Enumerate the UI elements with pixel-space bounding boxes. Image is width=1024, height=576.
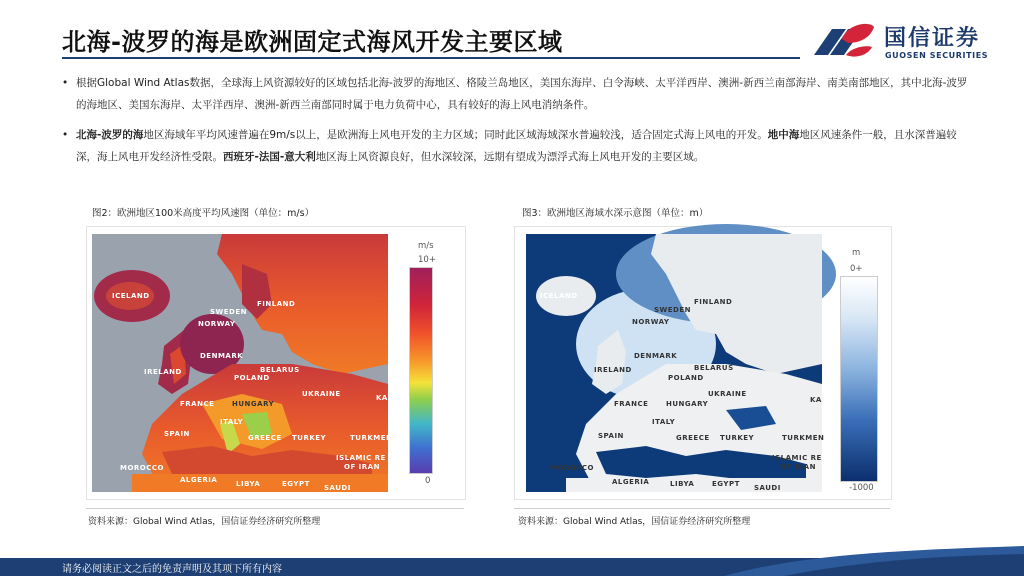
map-label: DENMARK (200, 352, 244, 360)
map-label: ISLAMIC RE (772, 454, 822, 462)
logo-english-name: GUOSEN SECURITIES (885, 51, 989, 60)
water-depth-map (526, 234, 825, 492)
map-label: DENMARK (634, 352, 678, 360)
map-label: HUNGARY (666, 400, 709, 408)
map-label: ITALY (220, 418, 244, 426)
map-label: KA (810, 396, 822, 404)
bullet-item-1 (62, 72, 974, 116)
wind-speed-map (92, 234, 393, 492)
map-label: FINLAND (694, 298, 733, 306)
map-label: FRANCE (614, 400, 649, 408)
depth-legend-unit: m (852, 248, 861, 258)
map-label: UKRAINE (708, 390, 747, 398)
bullet-2-text-2: 地区风速条件一般，且水深普遍较深，海上风电开发经济性受限。 (76, 129, 957, 163)
map-label: LIBYA (670, 480, 695, 488)
depth-legend-max: 0+ (850, 264, 863, 274)
map-label: SPAIN (164, 430, 190, 438)
wind-legend-min: 0 (425, 476, 431, 486)
figure-3-source: 资料来源：Global Wind Atlas，国信证券经济研究所整理 (518, 517, 751, 527)
depth-legend-bar (840, 276, 878, 482)
map-label: ALGERIA (180, 476, 218, 484)
bullet-2-text-3: 地区海上风资源良好，但水深较深，远期有望成为漂浮式海上风电开发的主要区域。 (315, 151, 705, 163)
map-label: ISLAMIC RE (336, 454, 386, 462)
map-label: TURKMEN (350, 434, 393, 442)
map-label: MOROCCO (550, 464, 594, 472)
bullet-dot: • (62, 129, 69, 141)
map-label: OF IRAN (344, 463, 380, 471)
map-label: TURKEY (720, 434, 755, 442)
map-label: POLAND (668, 374, 704, 382)
bullet-2-keyword-spain-france-italy: 西班牙-法国-意大利 (223, 151, 316, 163)
map-label: ALGERIA (612, 478, 650, 486)
bullet-dot: • (62, 77, 69, 89)
map-label: SAUDI (324, 484, 351, 492)
logo-chinese-name: 国信证券 (884, 26, 981, 51)
title-divider (62, 57, 800, 59)
map-label: IRELAND (144, 368, 182, 376)
guosen-logo-icon (812, 17, 876, 61)
map-label: NORWAY (632, 318, 670, 326)
page-title: 北海-波罗的海是欧洲固定式海风开发主要区域 (62, 28, 563, 56)
wind-legend-max: 10+ (418, 255, 436, 265)
map-label: UKRAINE (302, 390, 341, 398)
bullet-2-keyword-north-sea: 北海-波罗的海 (76, 129, 144, 141)
map-label: EGYPT (282, 480, 310, 488)
figure-3-source-divider (514, 508, 890, 509)
figure-3-caption: 图3：欧洲地区海域水深示意图（单位：m） (522, 208, 709, 219)
map-label: BELARUS (260, 366, 300, 374)
map-label: ICELAND (112, 292, 150, 300)
map-label: TURKEY (292, 434, 327, 442)
footer-wave-decoration (724, 546, 1024, 576)
map-label: IRELAND (594, 366, 632, 374)
map-label: HUNGARY (232, 400, 275, 408)
map-label: ITALY (652, 418, 676, 426)
figure-2-source-divider (86, 508, 464, 509)
map-label: LIBYA (236, 480, 261, 488)
map-label: GREECE (248, 434, 282, 442)
footer-bar (0, 558, 1024, 576)
figure-2-source: 资料来源：Global Wind Atlas，国信证券经济研究所整理 (88, 517, 321, 527)
bullet-list (62, 72, 974, 176)
map-label: SAUDI (754, 484, 781, 492)
bullet-item-2 (62, 124, 974, 168)
map-label: SWEDEN (210, 308, 247, 316)
map-label: KA (376, 394, 388, 402)
wind-legend-unit: m/s (418, 241, 434, 251)
map-label: ICELAND (540, 292, 578, 300)
map-label: NORWAY (198, 320, 236, 328)
figure-2-caption: 图2：欧洲地区100米高度平均风速图（单位：m/s） (92, 208, 315, 219)
wind-speed-legend-bar (409, 267, 433, 474)
depth-legend-min: -1000 (849, 483, 874, 493)
map-label: EGYPT (712, 480, 740, 488)
map-label: FINLAND (257, 300, 296, 308)
map-label: TURKMEN (782, 434, 825, 442)
map-label: OF IRAN (780, 463, 816, 471)
bullet-1-text: 根据Global Wind Atlas数据，全球海上风资源较好的区域包括北海-波罗的海地区、格陵兰岛地区，美国东海岸、白令海峡、太平洋西岸、澳洲-新西兰南部海岸、南美南部地区，其中北海-波罗的海地区、美国东海岸、太平洋西岸、澳洲-新西兰南部同时属于电力负荷中心，具有较好的海上风电消纳条件。 (76, 77, 968, 111)
map-label: POLAND (234, 374, 270, 382)
bullet-2-keyword-mediterranean: 地中海 (767, 129, 800, 141)
map-label: MOROCCO (120, 464, 164, 472)
map-label: FRANCE (180, 400, 215, 408)
guosen-logo (812, 17, 992, 65)
bullet-2-text-1: 地区海域年平均风速普遍在9m/s以上，是欧洲海上风电开发的主力区域；同时此区域海域深水普遍较浅，适合固定式海上风电的开发。 (143, 129, 768, 141)
map-label: SPAIN (598, 432, 624, 440)
map-label: BELARUS (694, 364, 734, 372)
map-label: GREECE (676, 434, 710, 442)
map-label: SWEDEN (654, 306, 691, 314)
footer-disclaimer: 请务必阅读正文之后的免责声明及其项下所有内容 (62, 564, 282, 575)
